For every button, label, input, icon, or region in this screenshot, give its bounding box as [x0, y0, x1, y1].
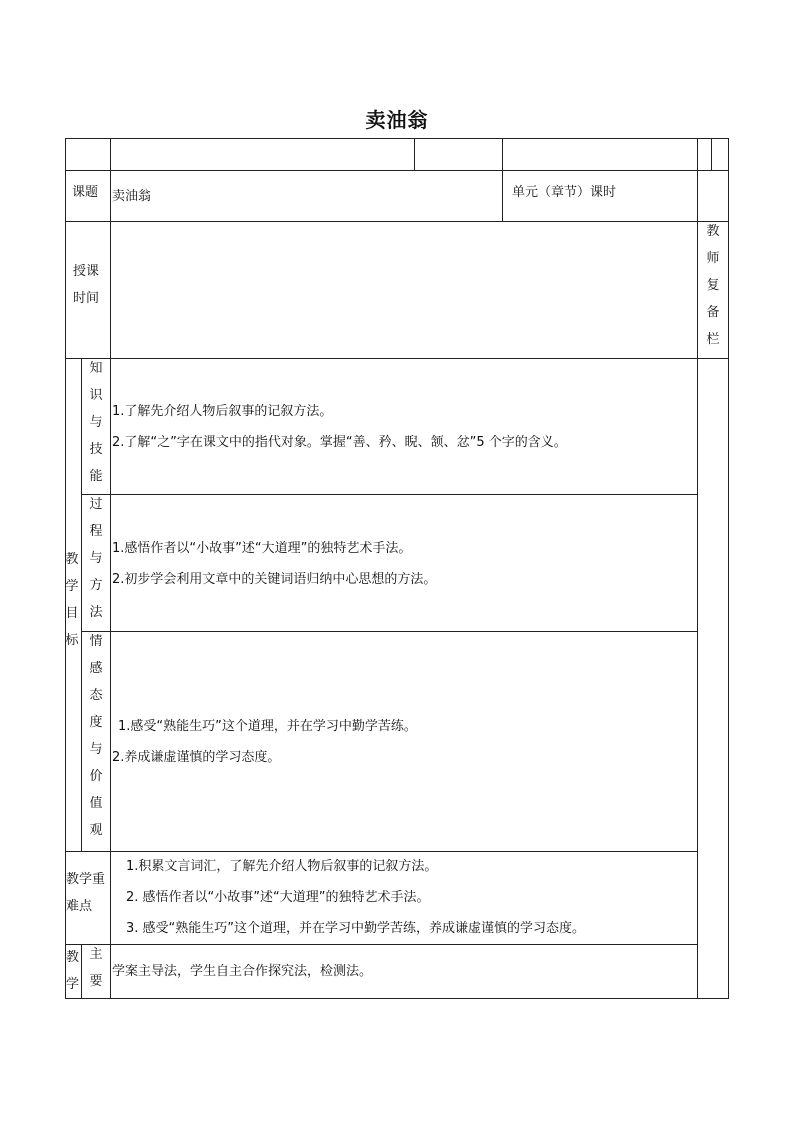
emotion-label: 情 感 态 度 与 价 值 观 [89, 634, 103, 838]
method-label-b: 主 要 [89, 947, 103, 989]
key-item-1: 1.积累文言词汇，了解先介绍人物后叙事的记叙方法。 [126, 859, 438, 874]
method-label-a: 教 学 [65, 950, 79, 992]
header-cell-6 [711, 138, 729, 171]
unit-extra-cell [697, 170, 729, 222]
header-cell-4 [502, 138, 698, 171]
knowledge-item-1: 1.了解先介绍人物后叙事的记叙方法。 [112, 404, 333, 419]
header-cell-1 [65, 138, 111, 171]
topic-label: 课题 [72, 185, 99, 200]
header-cell-5 [697, 138, 712, 171]
lesson-time-line1: 授课 [73, 264, 100, 279]
knowledge-content-cell [110, 358, 698, 495]
lesson-time-value-cell [110, 221, 698, 359]
knowledge-item-2: 2.了解“之”字在课文中的指代对象。掌握“善、矜、睨、颔、忿”5 个字的含义。 [112, 435, 567, 450]
header-cell-3 [414, 138, 503, 171]
teacher-column-label: 教 师 复 备 栏 [706, 224, 720, 347]
process-item-2: 2.初步学会利用文章中的关键词语归纳中心思想的方法。 [112, 572, 437, 587]
teacher-notes-cell [697, 358, 729, 999]
key-points-line2: 难点 [66, 899, 93, 914]
process-label: 过 程 与 方 法 [89, 497, 103, 620]
goals-label: 教 学 目 标 [65, 552, 79, 648]
process-item-1: 1.感悟作者以“小故事”述“大道理”的独特艺术手法。 [112, 541, 412, 556]
knowledge-label: 知 识 与 技 能 [89, 361, 103, 484]
topic-value-cell [110, 170, 503, 222]
key-item-2: 2. 感悟作者以“小故事”述“大道理”的独特艺术手法。 [126, 890, 430, 905]
topic-value: 卖油翁 [112, 189, 152, 204]
emotion-item-2: 2.养成谦虚谨慎的学习态度。 [112, 750, 281, 765]
document-title: 卖油翁 [365, 108, 429, 132]
unit-label: 单元（章节）课时 [512, 185, 617, 200]
emotion-item-1: 1.感受“熟能生巧”这个道理，并在学习中勤学苦练。 [118, 719, 417, 734]
header-cell-2 [110, 138, 415, 171]
key-item-3: 3. 感受“熟能生巧”这个道理，并在学习中勤学苦练，养成谦虚谨慎的学习态度。 [126, 921, 586, 936]
process-content-cell [110, 494, 698, 632]
emotion-content-cell [110, 631, 698, 852]
key-points-line1: 教学重 [66, 872, 106, 887]
method-value: 学案主导法，学生自主合作探究法，检测法。 [112, 964, 373, 979]
lesson-time-line2: 时间 [73, 291, 100, 306]
